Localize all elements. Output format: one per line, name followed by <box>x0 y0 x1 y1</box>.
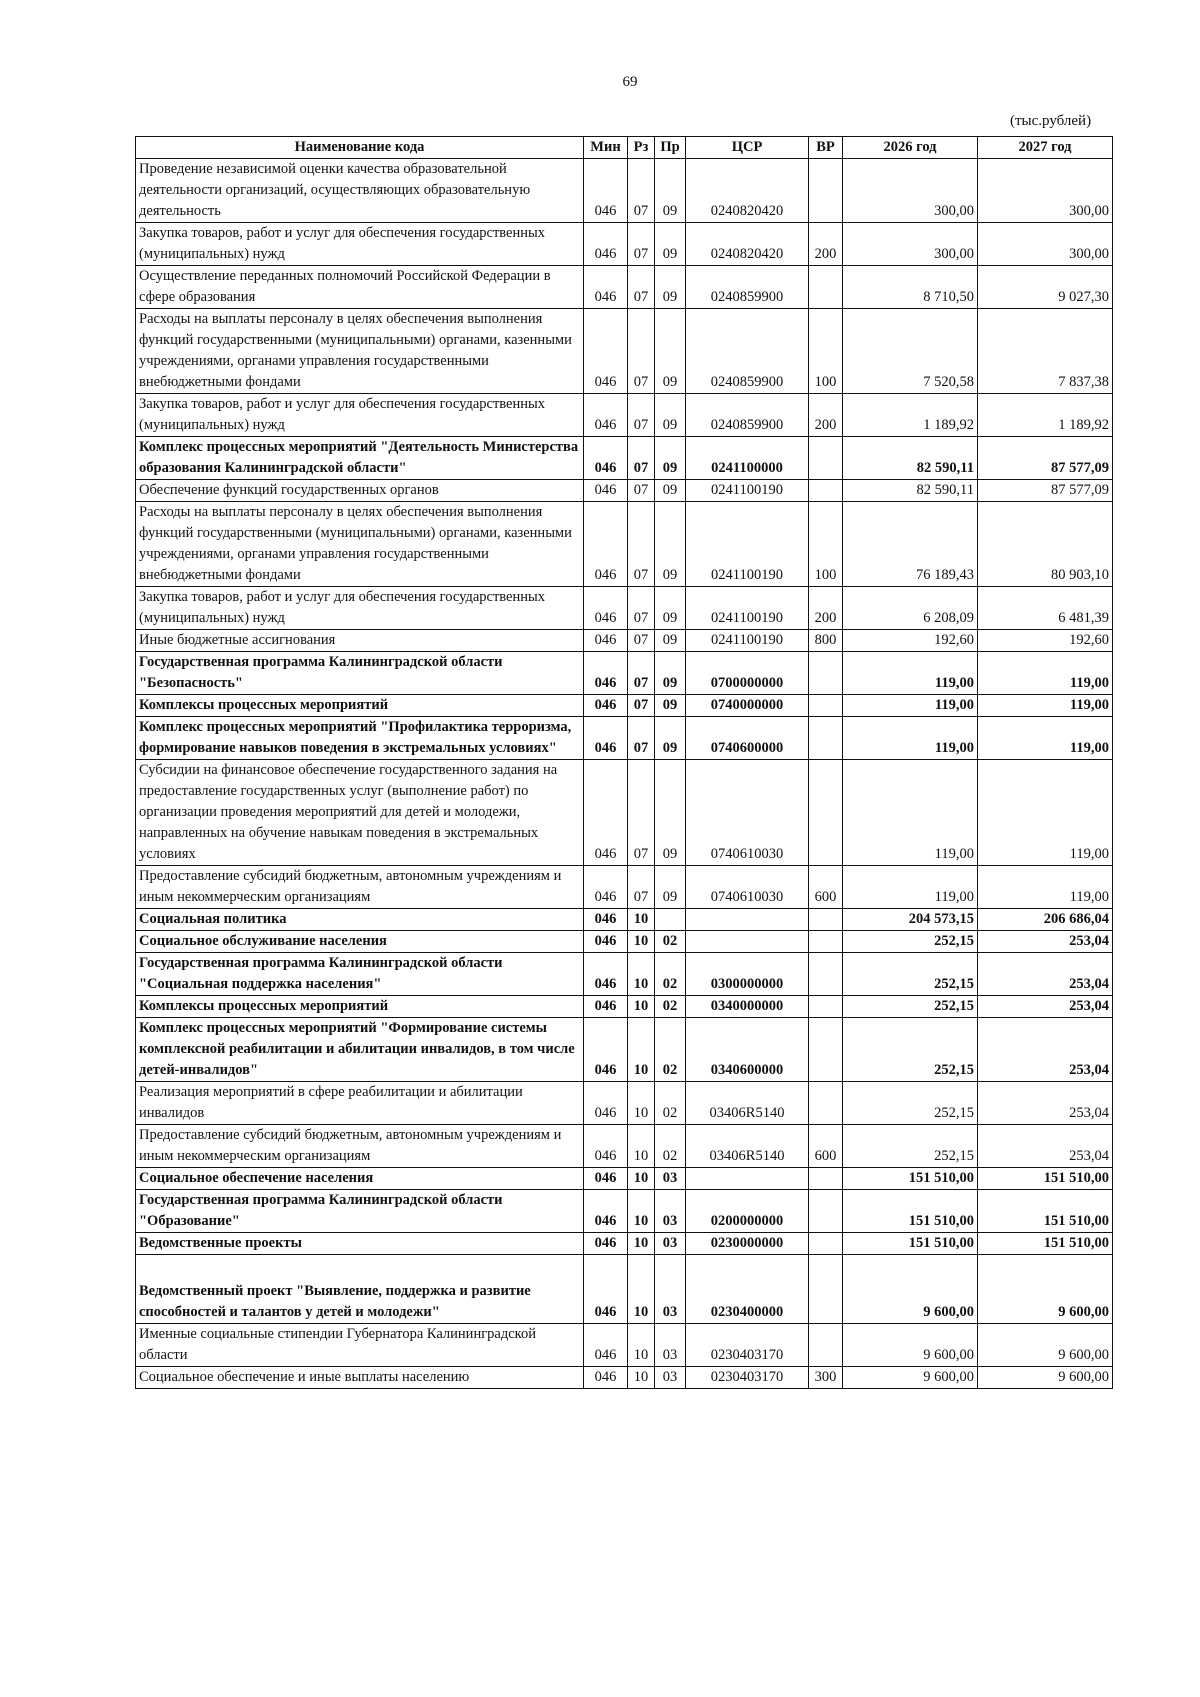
cell-2026: 119,00 <box>843 695 978 717</box>
cell-csr: 0700000000 <box>686 652 809 695</box>
cell-csr: 0241100190 <box>686 502 809 587</box>
cell-name: Обеспечение функций государственных органов <box>136 480 584 502</box>
cell-csr: 0241100190 <box>686 480 809 502</box>
cell-vr <box>809 480 843 502</box>
cell-2027: 9 600,00 <box>978 1255 1113 1324</box>
cell-2027: 9 027,30 <box>978 266 1113 309</box>
cell-name: Ведомственные проекты <box>136 1233 584 1255</box>
cell-name: Реализация мероприятий в сфере реабилитации и абилитации инвалидов <box>136 1082 584 1125</box>
cell-vr <box>809 266 843 309</box>
cell-2027: 87 577,09 <box>978 480 1113 502</box>
table-row <box>136 266 1113 309</box>
cell-rz: 07 <box>628 309 655 394</box>
table-row <box>136 159 1113 223</box>
cell-2027: 300,00 <box>978 223 1113 266</box>
cell-2027: 9 600,00 <box>978 1367 1113 1389</box>
cell-pr: 02 <box>655 1082 686 1125</box>
cell-name: Именные социальные стипендии Губернатора Калининградской области <box>136 1324 584 1367</box>
cell-csr: 0230400000 <box>686 1255 809 1324</box>
table-row <box>136 909 1113 931</box>
cell-csr: 0300000000 <box>686 953 809 996</box>
cell-vr: 100 <box>809 309 843 394</box>
cell-2027: 119,00 <box>978 717 1113 760</box>
cell-csr: 0240820420 <box>686 223 809 266</box>
cell-2027: 7 837,38 <box>978 309 1113 394</box>
header-name: Наименование кода <box>136 137 584 159</box>
cell-2027: 6 481,39 <box>978 587 1113 630</box>
cell-name: Осуществление переданных полномочий Российской Федерации в сфере образования <box>136 266 584 309</box>
cell-rz: 10 <box>628 909 655 931</box>
cell-2027: 80 903,10 <box>978 502 1113 587</box>
cell-vr <box>809 1324 843 1367</box>
cell-vr: 200 <box>809 223 843 266</box>
cell-vr <box>809 717 843 760</box>
cell-rz: 07 <box>628 394 655 437</box>
cell-min: 046 <box>584 1324 628 1367</box>
cell-vr: 200 <box>809 394 843 437</box>
table-row <box>136 437 1113 480</box>
cell-csr: 0240859900 <box>686 309 809 394</box>
cell-csr: 0740000000 <box>686 695 809 717</box>
cell-vr <box>809 695 843 717</box>
cell-2026: 76 189,43 <box>843 502 978 587</box>
cell-rz: 10 <box>628 1255 655 1324</box>
cell-2026: 119,00 <box>843 717 978 760</box>
cell-min: 046 <box>584 909 628 931</box>
cell-name: Социальная политика <box>136 909 584 931</box>
cell-vr <box>809 437 843 480</box>
cell-2026: 119,00 <box>843 760 978 866</box>
cell-2026: 300,00 <box>843 223 978 266</box>
cell-csr: 03406R5140 <box>686 1082 809 1125</box>
table-row <box>136 1255 1113 1324</box>
cell-rz: 10 <box>628 1125 655 1168</box>
cell-name: Субсидии на финансовое обеспечение государственного задания на предоставление государственных услуг (выполнение работ) по организации проведения мероприятий для детей и молодежи, направленных на обучение навыкам поведения в экстремальных условиях <box>136 760 584 866</box>
cell-min: 046 <box>584 1168 628 1190</box>
cell-2026: 82 590,11 <box>843 480 978 502</box>
cell-2026: 252,15 <box>843 1125 978 1168</box>
cell-name: Иные бюджетные ассигнования <box>136 630 584 652</box>
cell-2026: 252,15 <box>843 1018 978 1082</box>
cell-name: Государственная программа Калининградской области "Безопасность" <box>136 652 584 695</box>
cell-name: Государственная программа Калининградской области "Образование" <box>136 1190 584 1233</box>
cell-vr <box>809 931 843 953</box>
cell-csr: 0240859900 <box>686 266 809 309</box>
table-row <box>136 1168 1113 1190</box>
table-row <box>136 1324 1113 1367</box>
table-row <box>136 480 1113 502</box>
cell-rz: 07 <box>628 502 655 587</box>
cell-rz: 10 <box>628 1018 655 1082</box>
units-label: (тыс.рублей) <box>1010 113 1092 129</box>
cell-min: 046 <box>584 695 628 717</box>
cell-min: 046 <box>584 1018 628 1082</box>
cell-pr: 02 <box>655 1125 686 1168</box>
cell-rz: 07 <box>628 266 655 309</box>
table-row <box>136 652 1113 695</box>
cell-csr: 0200000000 <box>686 1190 809 1233</box>
cell-vr <box>809 652 843 695</box>
cell-csr: 0230000000 <box>686 1233 809 1255</box>
cell-2027: 87 577,09 <box>978 437 1113 480</box>
cell-pr: 02 <box>655 953 686 996</box>
cell-csr <box>686 909 809 931</box>
cell-rz: 10 <box>628 1233 655 1255</box>
header-vr: ВР <box>809 137 843 159</box>
cell-min: 046 <box>584 266 628 309</box>
cell-csr: 0230403170 <box>686 1367 809 1389</box>
cell-csr: 0740600000 <box>686 717 809 760</box>
cell-min: 046 <box>584 587 628 630</box>
cell-min: 046 <box>584 309 628 394</box>
table-row <box>136 695 1113 717</box>
cell-vr <box>809 1082 843 1125</box>
cell-pr: 09 <box>655 480 686 502</box>
cell-name: Расходы на выплаты персоналу в целях обеспечения выполнения функций государственными (муниципальными) органами, казенными учреждениями, органами управления государственными внебюджетными фондами <box>136 502 584 587</box>
cell-pr: 03 <box>655 1324 686 1367</box>
table-row <box>136 502 1113 587</box>
cell-csr: 0230403170 <box>686 1324 809 1367</box>
cell-2026: 9 600,00 <box>843 1324 978 1367</box>
cell-rz: 07 <box>628 630 655 652</box>
cell-2026: 252,15 <box>843 931 978 953</box>
cell-2026: 192,60 <box>843 630 978 652</box>
cell-pr: 03 <box>655 1367 686 1389</box>
cell-2027: 151 510,00 <box>978 1190 1113 1233</box>
cell-name: Предоставление субсидий бюджетным, автономным учреждениям и иным некоммерческим организациям <box>136 1125 584 1168</box>
cell-rz: 10 <box>628 1168 655 1190</box>
cell-vr <box>809 1190 843 1233</box>
cell-csr: 0740610030 <box>686 760 809 866</box>
cell-2026: 1 189,92 <box>843 394 978 437</box>
cell-pr: 02 <box>655 931 686 953</box>
cell-csr: 0340600000 <box>686 1018 809 1082</box>
cell-name: Социальное обеспечение и иные выплаты населению <box>136 1367 584 1389</box>
cell-2027: 206 686,04 <box>978 909 1113 931</box>
cell-name: Закупка товаров, работ и услуг для обеспечения государственных (муниципальных) нужд <box>136 223 584 266</box>
cell-min: 046 <box>584 1082 628 1125</box>
cell-rz: 10 <box>628 1082 655 1125</box>
table-row <box>136 1018 1113 1082</box>
table-row <box>136 717 1113 760</box>
cell-2026: 119,00 <box>843 866 978 909</box>
cell-2027: 300,00 <box>978 159 1113 223</box>
cell-min: 046 <box>584 1367 628 1389</box>
cell-pr: 09 <box>655 652 686 695</box>
cell-2026: 300,00 <box>843 159 978 223</box>
table-row <box>136 953 1113 996</box>
cell-pr: 09 <box>655 266 686 309</box>
cell-2026: 151 510,00 <box>843 1233 978 1255</box>
header-2026: 2026 год <box>843 137 978 159</box>
cell-csr: 0340000000 <box>686 996 809 1018</box>
cell-rz: 07 <box>628 159 655 223</box>
cell-name: Комплекс процессных мероприятий "Формирование системы комплексной реабилитации и абилитации инвалидов, в том числе детей-инвалидов" <box>136 1018 584 1082</box>
cell-2027: 119,00 <box>978 760 1113 866</box>
cell-2027: 253,04 <box>978 931 1113 953</box>
cell-vr <box>809 760 843 866</box>
cell-pr: 03 <box>655 1168 686 1190</box>
cell-pr: 02 <box>655 1018 686 1082</box>
cell-rz: 07 <box>628 652 655 695</box>
cell-name: Государственная программа Калининградской области "Социальная поддержка населения" <box>136 953 584 996</box>
cell-2026: 151 510,00 <box>843 1190 978 1233</box>
cell-rz: 07 <box>628 437 655 480</box>
cell-2027: 253,04 <box>978 1082 1113 1125</box>
cell-name: Предоставление субсидий бюджетным, автономным учреждениям и иным некоммерческим организациям <box>136 866 584 909</box>
cell-vr: 300 <box>809 1367 843 1389</box>
cell-pr: 09 <box>655 630 686 652</box>
cell-csr <box>686 931 809 953</box>
cell-rz: 07 <box>628 695 655 717</box>
cell-pr: 09 <box>655 223 686 266</box>
table-row <box>136 866 1113 909</box>
cell-min: 046 <box>584 652 628 695</box>
cell-2027: 119,00 <box>978 866 1113 909</box>
cell-csr <box>686 1168 809 1190</box>
table-row <box>136 630 1113 652</box>
cell-vr: 800 <box>809 630 843 652</box>
cell-2026: 9 600,00 <box>843 1255 978 1324</box>
cell-csr: 0240820420 <box>686 159 809 223</box>
cell-rz: 07 <box>628 717 655 760</box>
cell-pr: 09 <box>655 394 686 437</box>
cell-pr: 09 <box>655 695 686 717</box>
table-row <box>136 1190 1113 1233</box>
cell-pr: 09 <box>655 502 686 587</box>
cell-2027: 1 189,92 <box>978 394 1113 437</box>
cell-2027: 9 600,00 <box>978 1324 1113 1367</box>
cell-name: Проведение независимой оценки качества образовательной деятельности организаций, осуществляющих образовательную деятельность <box>136 159 584 223</box>
header-min: Мин <box>584 137 628 159</box>
cell-name: Ведомственный проект "Выявление, поддержка и развитие способностей и талантов у детей и молодежи" <box>136 1255 584 1324</box>
cell-name: Закупка товаров, работ и услуг для обеспечения государственных (муниципальных) нужд <box>136 587 584 630</box>
cell-pr: 09 <box>655 437 686 480</box>
cell-2027: 253,04 <box>978 1125 1113 1168</box>
cell-vr <box>809 1233 843 1255</box>
cell-pr: 03 <box>655 1233 686 1255</box>
cell-rz: 07 <box>628 223 655 266</box>
table-row <box>136 1125 1113 1168</box>
cell-min: 046 <box>584 931 628 953</box>
table-row <box>136 1082 1113 1125</box>
table-header-row <box>136 137 1113 159</box>
cell-name: Комплексы процессных мероприятий <box>136 695 584 717</box>
cell-name: Комплекс процессных мероприятий "Профилактика терроризма, формирование навыков поведения в экстремальных условиях" <box>136 717 584 760</box>
cell-min: 046 <box>584 1190 628 1233</box>
cell-2027: 253,04 <box>978 996 1113 1018</box>
cell-2026: 204 573,15 <box>843 909 978 931</box>
cell-vr: 200 <box>809 587 843 630</box>
cell-vr <box>809 1255 843 1324</box>
cell-min: 046 <box>584 866 628 909</box>
table-row <box>136 394 1113 437</box>
cell-vr <box>809 1168 843 1190</box>
cell-vr <box>809 159 843 223</box>
cell-csr: 0740610030 <box>686 866 809 909</box>
cell-vr: 600 <box>809 1125 843 1168</box>
table-row <box>136 587 1113 630</box>
cell-vr <box>809 909 843 931</box>
cell-2027: 151 510,00 <box>978 1168 1113 1190</box>
cell-2026: 7 520,58 <box>843 309 978 394</box>
cell-name: Комплексы процессных мероприятий <box>136 996 584 1018</box>
cell-rz: 10 <box>628 1367 655 1389</box>
cell-pr: 09 <box>655 159 686 223</box>
cell-2027: 253,04 <box>978 953 1113 996</box>
cell-vr: 100 <box>809 502 843 587</box>
cell-name: Расходы на выплаты персоналу в целях обеспечения выполнения функций государственными (муниципальными) органами, казенными учреждениями, органами управления государственными внебюджетными фондами <box>136 309 584 394</box>
cell-min: 046 <box>584 1255 628 1324</box>
cell-min: 046 <box>584 1233 628 1255</box>
cell-min: 046 <box>584 953 628 996</box>
cell-2026: 6 208,09 <box>843 587 978 630</box>
cell-name: Закупка товаров, работ и услуг для обеспечения государственных (муниципальных) нужд <box>136 394 584 437</box>
table-row <box>136 760 1113 866</box>
cell-vr <box>809 1018 843 1082</box>
cell-2026: 9 600,00 <box>843 1367 978 1389</box>
cell-rz: 07 <box>628 866 655 909</box>
cell-2026: 252,15 <box>843 953 978 996</box>
cell-pr: 03 <box>655 1190 686 1233</box>
cell-name: Социальное обслуживание населения <box>136 931 584 953</box>
cell-min: 046 <box>584 717 628 760</box>
cell-pr: 09 <box>655 309 686 394</box>
cell-min: 046 <box>584 502 628 587</box>
cell-vr <box>809 996 843 1018</box>
cell-pr: 02 <box>655 996 686 1018</box>
cell-pr: 09 <box>655 717 686 760</box>
table-row <box>136 931 1113 953</box>
cell-2026: 82 590,11 <box>843 437 978 480</box>
cell-rz: 10 <box>628 1324 655 1367</box>
table-row <box>136 996 1113 1018</box>
cell-min: 046 <box>584 394 628 437</box>
table-row <box>136 223 1113 266</box>
header-2027: 2027 год <box>978 137 1113 159</box>
cell-csr: 03406R5140 <box>686 1125 809 1168</box>
cell-rz: 07 <box>628 587 655 630</box>
budget-table <box>135 136 1113 1389</box>
table-row <box>136 1367 1113 1389</box>
cell-rz: 07 <box>628 480 655 502</box>
cell-csr: 0241100190 <box>686 630 809 652</box>
cell-2026: 252,15 <box>843 996 978 1018</box>
header-pr: Пр <box>655 137 686 159</box>
cell-pr <box>655 909 686 931</box>
cell-rz: 10 <box>628 1190 655 1233</box>
cell-2027: 119,00 <box>978 695 1113 717</box>
cell-min: 046 <box>584 223 628 266</box>
cell-csr: 0241100000 <box>686 437 809 480</box>
cell-2027: 151 510,00 <box>978 1233 1113 1255</box>
cell-min: 046 <box>584 480 628 502</box>
table-row <box>136 1233 1113 1255</box>
cell-pr: 09 <box>655 760 686 866</box>
cell-2026: 151 510,00 <box>843 1168 978 1190</box>
cell-2026: 252,15 <box>843 1082 978 1125</box>
cell-2026: 119,00 <box>843 652 978 695</box>
cell-csr: 0240859900 <box>686 394 809 437</box>
cell-2027: 253,04 <box>978 1018 1113 1082</box>
page-number: 69 <box>622 74 638 90</box>
cell-rz: 10 <box>628 931 655 953</box>
cell-vr <box>809 953 843 996</box>
cell-pr: 09 <box>655 587 686 630</box>
cell-rz: 07 <box>628 760 655 866</box>
cell-min: 046 <box>584 996 628 1018</box>
cell-2026: 8 710,50 <box>843 266 978 309</box>
cell-min: 046 <box>584 760 628 866</box>
header-csr: ЦСР <box>686 137 809 159</box>
cell-rz: 10 <box>628 953 655 996</box>
cell-name: Комплекс процессных мероприятий "Деятельность Министерства образования Калининградской области" <box>136 437 584 480</box>
cell-pr: 03 <box>655 1255 686 1324</box>
cell-rz: 10 <box>628 996 655 1018</box>
cell-csr: 0241100190 <box>686 587 809 630</box>
cell-min: 046 <box>584 630 628 652</box>
header-rz: Рз <box>628 137 655 159</box>
cell-vr: 600 <box>809 866 843 909</box>
cell-min: 046 <box>584 159 628 223</box>
cell-name: Социальное обеспечение населения <box>136 1168 584 1190</box>
cell-pr: 09 <box>655 866 686 909</box>
cell-2027: 192,60 <box>978 630 1113 652</box>
cell-2027: 119,00 <box>978 652 1113 695</box>
cell-min: 046 <box>584 437 628 480</box>
cell-min: 046 <box>584 1125 628 1168</box>
table-row <box>136 309 1113 394</box>
